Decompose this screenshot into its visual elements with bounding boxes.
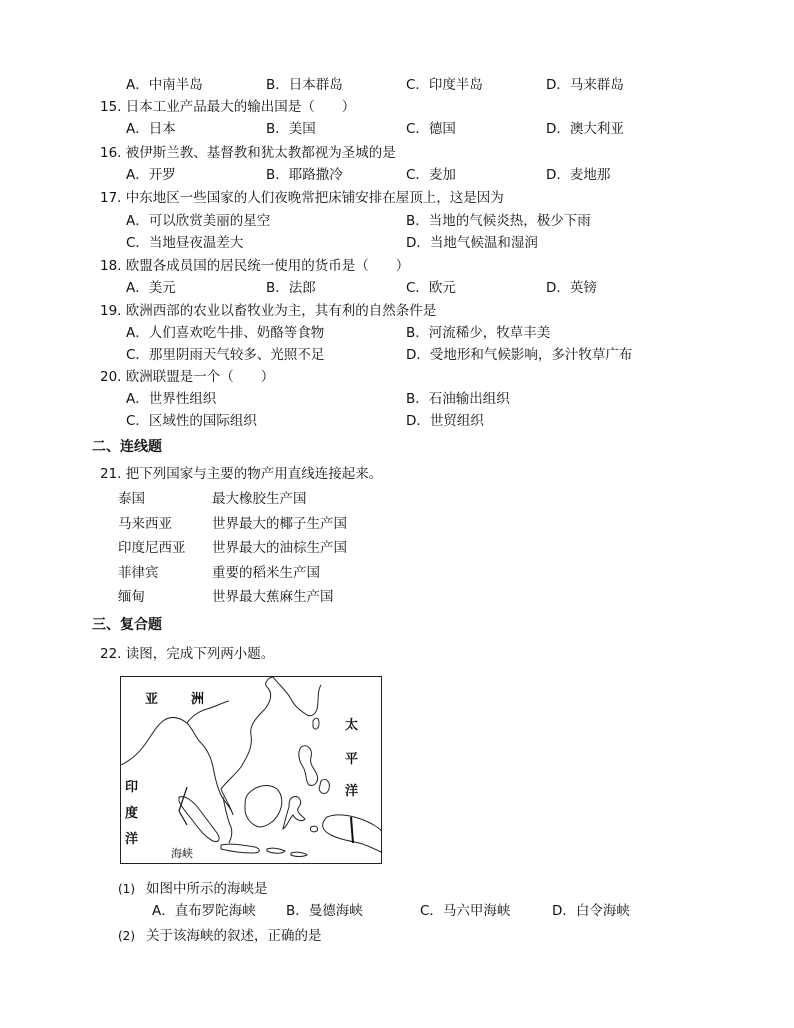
q21-product: 最大橡胶生产国 bbox=[212, 491, 307, 507]
q22-sub1-option-c: C．马六甲海峡 bbox=[420, 903, 511, 919]
q22-stem: 22. 读图，完成下列两小题。 bbox=[100, 646, 275, 662]
q18-option-a: A．美元 bbox=[126, 280, 176, 296]
q14-option-d: D．马来群岛 bbox=[546, 77, 624, 93]
map-label-strait: 海峡 bbox=[171, 847, 193, 860]
q21-product: 世界最大的油棕生产国 bbox=[212, 540, 347, 556]
q20-option-a: A．世界性组织 bbox=[126, 391, 217, 407]
q20-option-b: B．石油输出组织 bbox=[406, 391, 510, 407]
q19-option-b: B．河流稀少，牧草丰美 bbox=[406, 325, 551, 341]
section-heading-composite: 三、复合题 bbox=[92, 617, 162, 633]
q21-stem: 21. 把下列国家与主要的物产用直线连接起来。 bbox=[100, 466, 383, 482]
q15-stem: 15. 日本工业产品最大的输出国是（ ） bbox=[100, 99, 356, 115]
q22-sub2-stem: 关于该海峡的叙述，正确的是 bbox=[146, 928, 322, 944]
q16-option-d: D．麦地那 bbox=[546, 167, 611, 183]
q21-product: 世界最大的椰子生产国 bbox=[212, 516, 347, 532]
q21-product: 重要的稻米生产国 bbox=[212, 565, 320, 581]
map-label-pacific: 洋 bbox=[345, 784, 359, 799]
q21-country: 缅甸 bbox=[118, 589, 145, 605]
q19-option-a: A．人们喜欢吃牛排、奶酪等食物 bbox=[126, 325, 325, 341]
map-label-asia: 亚 bbox=[145, 692, 159, 707]
southeast-asia-map bbox=[120, 676, 382, 864]
q15-option-a: A．日本 bbox=[126, 121, 176, 137]
q19-option-c: C．那里阴雨天气较多、光照不足 bbox=[126, 347, 325, 363]
q21-country: 马来西亚 bbox=[118, 516, 172, 532]
q16-option-a: A．开罗 bbox=[126, 167, 176, 183]
map-label-pacific: 平 bbox=[345, 752, 359, 767]
q15-option-d: D．澳大利亚 bbox=[546, 121, 624, 137]
map-label-indian-ocean: 洋 bbox=[125, 832, 139, 847]
q17-option-c: C．当地昼夜温差大 bbox=[126, 235, 244, 251]
q22-sub1-option-d: D．白令海峡 bbox=[552, 903, 630, 919]
map-label-indian-ocean: 印 bbox=[125, 780, 139, 795]
section-heading-matching: 二、连线题 bbox=[92, 439, 162, 455]
map-coastlines bbox=[121, 677, 382, 864]
map-label-pacific: 太 bbox=[345, 718, 359, 733]
q19-option-d: D．受地形和气候影响，多汁牧草广布 bbox=[406, 347, 633, 363]
q14-option-a: A．中南半岛 bbox=[126, 77, 203, 93]
q16-option-c: C．麦加 bbox=[406, 167, 456, 183]
q17-option-b: B．当地的气候炎热，极少下雨 bbox=[406, 213, 591, 229]
q17-option-a: A．可以欣赏美丽的星空 bbox=[126, 213, 271, 229]
q14-option-c: C．印度半岛 bbox=[406, 77, 483, 93]
q20-option-c: C．区域性的国际组织 bbox=[126, 413, 257, 429]
q22-sub2-number: (2) bbox=[118, 929, 135, 943]
q21-product: 世界最大蕉麻生产国 bbox=[212, 589, 334, 605]
q17-stem: 17. 中东地区一些国家的人们夜晚常把床铺安排在屋顶上，这是因为 bbox=[100, 190, 504, 206]
q21-country: 泰国 bbox=[118, 491, 145, 507]
q18-option-b: B．法郎 bbox=[266, 280, 316, 296]
q20-stem: 20. 欧洲联盟是一个（ ） bbox=[100, 369, 275, 385]
q16-stem: 16. 被伊斯兰教、基督教和犹太教都视为圣城的是 bbox=[100, 145, 396, 161]
q15-option-c: C．德国 bbox=[406, 121, 456, 137]
q18-stem: 18. 欧盟各成员国的居民统一使用的货币是（ ） bbox=[100, 258, 410, 274]
q22-sub1-number: (1) bbox=[118, 882, 135, 896]
q20-option-d: D．世贸组织 bbox=[406, 413, 484, 429]
q22-sub1-stem: 如图中所示的海峡是 bbox=[146, 881, 268, 897]
q21-country: 印度尼西亚 bbox=[118, 540, 186, 556]
q19-stem: 19. 欧洲西部的农业以畜牧业为主，其有利的自然条件是 bbox=[100, 303, 437, 319]
map-label-asia: 洲 bbox=[191, 692, 205, 707]
q22-sub1-option-a: A．直布罗陀海峡 bbox=[152, 903, 256, 919]
q17-option-d: D．当地气候温和湿润 bbox=[406, 235, 538, 251]
q21-country: 菲律宾 bbox=[118, 565, 159, 581]
q22-sub1-option-b: B．曼德海峡 bbox=[286, 903, 363, 919]
q18-option-c: C．欧元 bbox=[406, 280, 456, 296]
q18-option-d: D．英镑 bbox=[546, 280, 597, 296]
q16-option-b: B．耶路撒冷 bbox=[266, 167, 343, 183]
q15-option-b: B．美国 bbox=[266, 121, 316, 137]
q14-option-b: B．日本群岛 bbox=[266, 77, 343, 93]
map-label-indian-ocean: 度 bbox=[125, 806, 139, 821]
